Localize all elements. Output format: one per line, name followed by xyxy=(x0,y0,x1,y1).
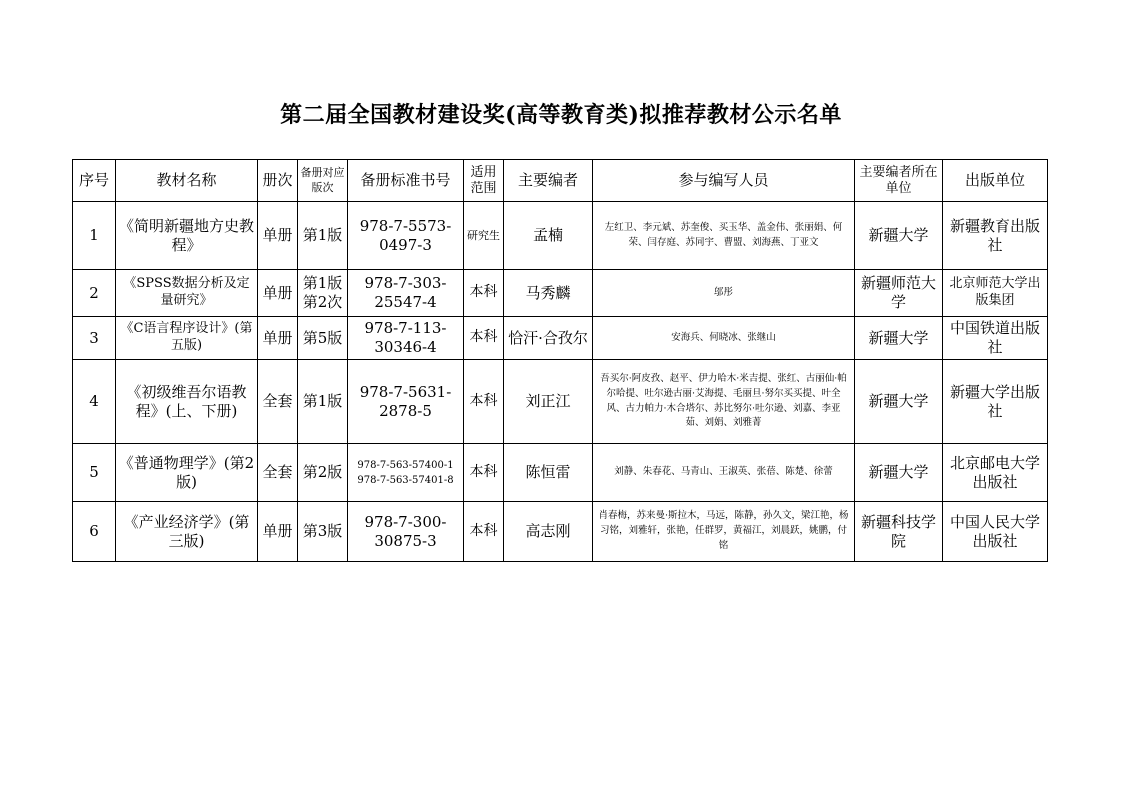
cell-isbn: 978-7-5573-0497-3 xyxy=(348,202,464,270)
cell-scope: 本科 xyxy=(464,270,504,317)
cell-isbn: 978-7-113-30346-4 xyxy=(348,317,464,360)
cell-isbn xyxy=(348,444,464,502)
cell-no: 6 xyxy=(73,502,116,562)
cell-publisher: 北京师范大学出版集团 xyxy=(943,270,1048,317)
cell-contributors: 吾买尔·阿皮孜、赵平、伊力哈木·米吉提、张红、古丽仙·帕尔哈提、吐尔逊古丽·艾海提、毛丽旦·努尔买买提、叶全风、古力帕力·木合塔尔、苏比努尔·吐尔逊、刘嘉、李亚茹、刘娟、刘雅菁 xyxy=(593,360,855,444)
cell-scope: 本科 xyxy=(464,502,504,562)
cell-editor: 刘正江 xyxy=(504,360,593,444)
cell-publisher: 新疆大学出版社 xyxy=(943,360,1048,444)
header-publisher: 出版单位 xyxy=(943,160,1048,202)
table-row xyxy=(73,270,1048,317)
cell-name: 《C语言程序设计》(第五版) xyxy=(116,317,258,360)
cell-isbn: 978-7-300-30875-3 xyxy=(348,502,464,562)
cell-volume: 全套 xyxy=(258,444,298,502)
cell-no: 5 xyxy=(73,444,116,502)
table-row xyxy=(73,360,1048,444)
cell-unit: 新疆大学 xyxy=(855,444,943,502)
cell-name: 《初级维吾尔语教程》(上、下册) xyxy=(116,360,258,444)
cell-editor: 高志刚 xyxy=(504,502,593,562)
cell-contributors: 左红卫、李元斌、苏奎俊、买玉华、盖金伟、张丽娟、何荣、闫存庭、苏同宇、曹盟、刘海燕、丁亚文 xyxy=(593,202,855,270)
cell-volume: 单册 xyxy=(258,502,298,562)
cell-scope: 本科 xyxy=(464,444,504,502)
cell-editor: 陈恒雷 xyxy=(504,444,593,502)
header-editor: 主要编者 xyxy=(504,160,593,202)
cell-isbn: 978-7-5631-2878-5 xyxy=(348,360,464,444)
cell-name: 《简明新疆地方史教程》 xyxy=(116,202,258,270)
cell-no: 3 xyxy=(73,317,116,360)
cell-isbn: 978-7-303-25547-4 xyxy=(348,270,464,317)
cell-edition: 第1版 xyxy=(298,202,348,270)
header-edition: 备册对应版次 xyxy=(298,160,348,202)
page-title: 第二届全国教材建设奖(高等教育类)拟推荐教材公示名单 xyxy=(280,102,842,128)
header-name: 教材名称 xyxy=(116,160,258,202)
cell-contributors: 邬彤 xyxy=(593,270,855,317)
cell-edition: 第1版 xyxy=(298,360,348,444)
cell-edition: 第5版 xyxy=(298,317,348,360)
header-contributors: 参与编写人员 xyxy=(593,160,855,202)
cell-no: 4 xyxy=(73,360,116,444)
cell-unit: 新疆大学 xyxy=(855,202,943,270)
cell-unit: 新疆大学 xyxy=(855,360,943,444)
cell-edition: 第1版第2次 xyxy=(298,270,348,317)
cell-no: 2 xyxy=(73,270,116,317)
table-row xyxy=(73,502,1048,562)
cell-publisher: 中国铁道出版社 xyxy=(943,317,1048,360)
header-no: 序号 xyxy=(73,160,116,202)
header-unit: 主要编者所在单位 xyxy=(855,160,943,202)
cell-contributors: 肖春梅，苏来曼·斯拉木，马远，陈静，孙久文，梁江艳，杨习铭，刘雅轩，张艳，任群罗，黄福江，刘晨跃，姚鹏，付铭 xyxy=(593,502,855,562)
cell-name: 《普通物理学》(第2版) xyxy=(116,444,258,502)
cell-publisher: 中国人民大学出版社 xyxy=(943,502,1048,562)
table-row xyxy=(73,444,1048,502)
cell-publisher: 新疆教育出版社 xyxy=(943,202,1048,270)
cell-name: 《产业经济学》(第三版) xyxy=(116,502,258,562)
cell-name: 《SPSS数据分析及定量研究》 xyxy=(116,270,258,317)
cell-no: 1 xyxy=(73,202,116,270)
cell-unit: 新疆大学 xyxy=(855,317,943,360)
cell-volume: 单册 xyxy=(258,270,298,317)
cell-scope: 本科 xyxy=(464,317,504,360)
isbn-line: 978-7-563-57400-1 xyxy=(357,459,454,471)
table-row xyxy=(73,317,1048,360)
cell-edition: 第2版 xyxy=(298,444,348,502)
cell-edition: 第3版 xyxy=(298,502,348,562)
cell-contributors: 安海兵、何晓冰、张继山 xyxy=(593,317,855,360)
textbook-table xyxy=(72,159,1048,562)
header-scope: 适用范围 xyxy=(464,160,504,202)
cell-editor: 恰汗·合孜尔 xyxy=(504,317,593,360)
cell-volume: 单册 xyxy=(258,317,298,360)
cell-editor: 孟楠 xyxy=(504,202,593,270)
cell-contributors: 刘静、朱春花、马青山、王淑英、张蓓、陈楚、徐蕾 xyxy=(593,444,855,502)
header-isbn: 备册标准书号 xyxy=(348,160,464,202)
cell-unit: 新疆师范大学 xyxy=(855,270,943,317)
table-header-row xyxy=(73,160,1048,202)
isbn-line: 978-7-563-57401-8 xyxy=(357,474,454,486)
cell-scope: 研究生 xyxy=(464,202,504,270)
cell-unit: 新疆科技学院 xyxy=(855,502,943,562)
header-volume: 册次 xyxy=(258,160,298,202)
cell-scope: 本科 xyxy=(464,360,504,444)
cell-publisher: 北京邮电大学出版社 xyxy=(943,444,1048,502)
cell-volume: 全套 xyxy=(258,360,298,444)
cell-editor: 马秀麟 xyxy=(504,270,593,317)
cell-volume: 单册 xyxy=(258,202,298,270)
table-row xyxy=(73,202,1048,270)
